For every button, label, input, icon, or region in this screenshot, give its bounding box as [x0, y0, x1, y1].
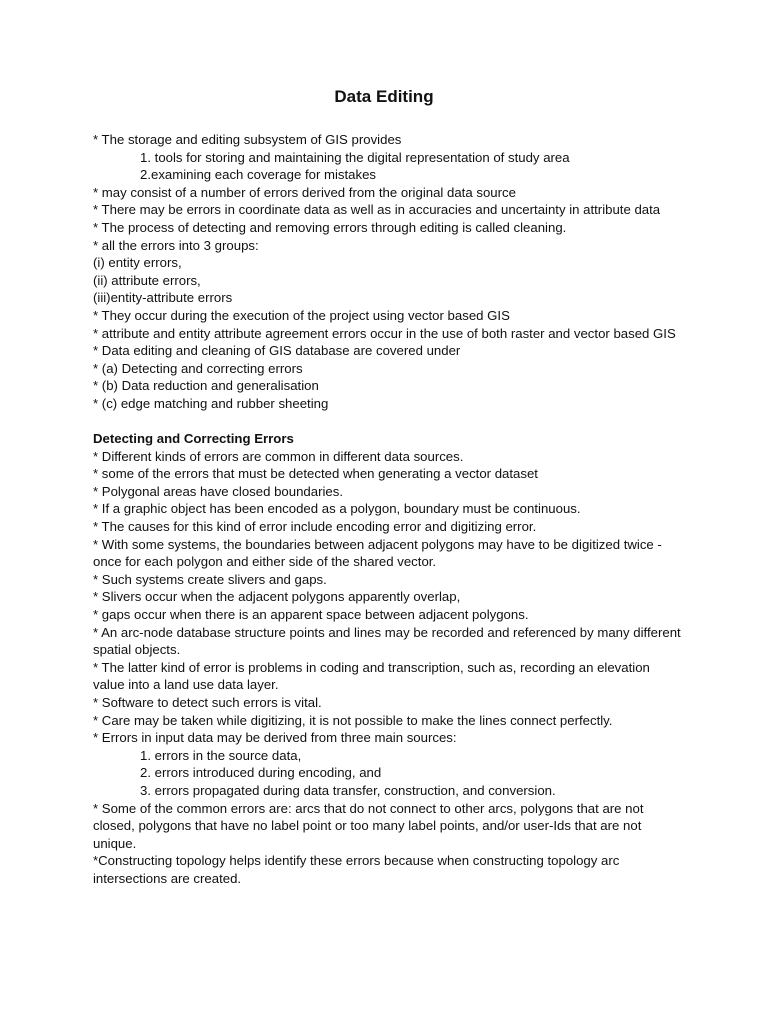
- list-item: * (b) Data reduction and generalisation: [93, 378, 319, 394]
- paragraph-line: * Such systems create slivers and gaps.: [93, 571, 327, 587]
- paragraph-line: * If a graphic object has been encoded as a polygon, boundary must be continuous.: [93, 501, 581, 517]
- section-gap: [93, 413, 683, 431]
- document-body: [93, 131, 683, 888]
- paragraph-line: * Slivers occur when the adjacent polygons apparently overlap,: [93, 589, 461, 605]
- paragraph-line: * Different kinds of errors are common in different data sources.: [93, 448, 464, 464]
- numbered-item: 3. errors propagated during data transfer, construction, and conversion.: [140, 782, 556, 798]
- paragraph-line: * all the errors into 3 groups:: [93, 237, 259, 253]
- list-item: (i) entity errors,: [93, 255, 182, 271]
- paragraph-line: * Polygonal areas have closed boundaries.: [93, 483, 343, 499]
- paragraph-line: * With some systems, the boundaries between adjacent polygons may have to be digitized twice - once for each polygon and either side of the shared vector.: [93, 536, 662, 570]
- paragraph-line: * attribute and entity attribute agreement errors occur in the use of both raster and vector based GIS: [93, 325, 676, 341]
- paragraph-line: * The process of detecting and removing errors through editing is called cleaning.: [93, 219, 567, 235]
- numbered-item: 1. errors in the source data,: [140, 747, 302, 763]
- paragraph-line: * Errors in input data may be derived from three main sources:: [93, 730, 457, 746]
- paragraph-line: * The latter kind of error is problems in coding and transcription, such as, recording an elevation value into a land use data layer.: [93, 659, 650, 693]
- paragraph-line: * There may be errors in coordinate data as well as in accuracies and uncertainty in attribute data: [93, 202, 661, 218]
- list-item: (ii) attribute errors,: [93, 272, 201, 288]
- paragraph-line: * Some of the common errors are: arcs that do not connect to other arcs, polygons that are not closed, polygons that have no label point or too many label points, and/or user-Ids that are not unique.: [93, 800, 644, 851]
- page-title: Data Editing: [334, 87, 434, 106]
- paragraph-line: * Data editing and cleaning of GIS database are covered under: [93, 343, 461, 359]
- list-item: (iii)entity-attribute errors: [93, 290, 233, 306]
- numbered-item: 2.examining each coverage for mistakes: [140, 167, 377, 183]
- paragraph-line: *Constructing topology helps identify these errors because when constructing topology arc intersections are created.: [93, 853, 620, 886]
- paragraph-line: * They occur during the execution of the project using vector based GIS: [93, 307, 510, 323]
- numbered-item: 2. errors introduced during encoding, and: [140, 765, 382, 781]
- paragraph-line: * Software to detect such errors is vital.: [93, 695, 322, 710]
- paragraph-line: * gaps occur when there is an apparent space between adjacent polygons.: [93, 607, 529, 623]
- paragraph-line: * some of the errors that must be detected when generating a vector dataset: [93, 466, 538, 482]
- paragraph-line: * Care may be taken while digitizing, it is not possible to make the lines connect perfectly.: [93, 712, 613, 728]
- section-heading: Detecting and Correcting Errors: [93, 431, 294, 447]
- numbered-item: 1. tools for storing and maintaining the digital representation of study area: [140, 149, 570, 165]
- list-item: * (a) Detecting and correcting errors: [93, 360, 303, 376]
- paragraph-line: * The storage and editing subsystem of GIS provides: [93, 132, 402, 147]
- paragraph-line: * The causes for this kind of error include encoding error and digitizing error.: [93, 519, 537, 535]
- list-item: * (c) edge matching and rubber sheeting: [93, 395, 329, 411]
- paragraph-line: * may consist of a number of errors derived from the original data source: [93, 184, 516, 200]
- paragraph-line: * An arc-node database structure points and lines may be recorded and referenced by many different spatial objects.: [93, 624, 681, 658]
